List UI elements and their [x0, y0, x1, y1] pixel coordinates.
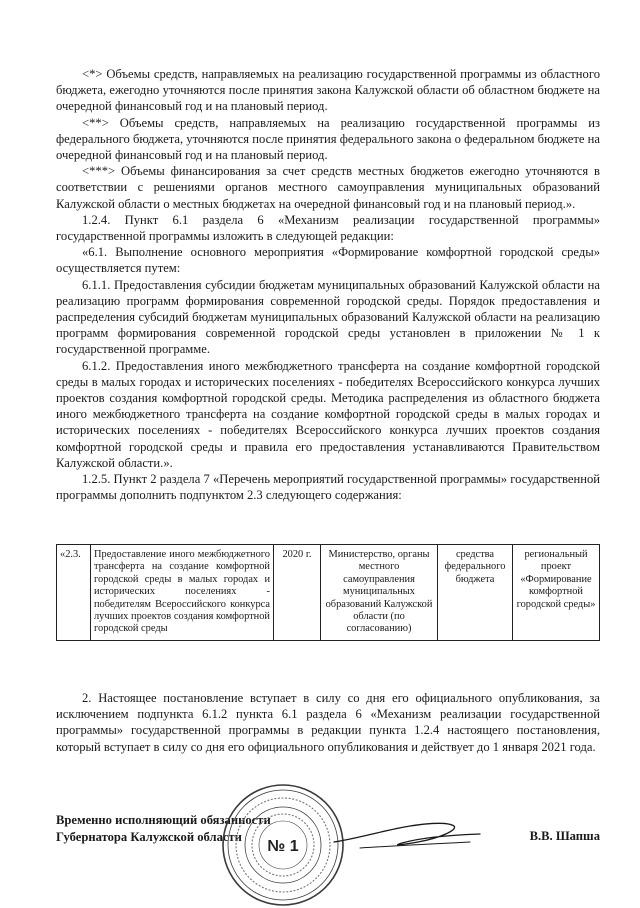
footnote-3: <***> Объемы финансирования за счет средств местных бюджетов ежегодно уточняются в соответствии с решениями органов местного самоуправления муниципальных образований Калужской области о местных бюджетах на очередной финансовый год и на плановый период.».	[56, 164, 600, 211]
measures-table	[56, 544, 600, 641]
cell-executor: Министерство, органы местного самоуправления муниципальных образований Калужской области (по согласованию)	[321, 545, 438, 641]
clause-6-1-2: 6.1.2. Предоставления иного межбюджетного трансферта на создание комфортной городской среды в малых городах и исторических поселениях - победителях Всероссийского конкурса лучших проектов создания комфортной городской среды. Методика распределения из областного бюджета иного межбюджетного трансферта на создание комфортной городской среды в малых городах и исторических поселениях - победителях Всероссийского конкурса лучших проектов создания комфортной городской среды и правила его предоставления устанавливаются Правительством Калужской области.».	[56, 358, 600, 470]
clause-6-1-1: 6.1.1. Предоставления субсидии бюджетам муниципальных образований Калужской области на реализацию программ формирования современной городской среды. Порядок предоставления и распределения субсидий бюджетам муниципальных образований Калужской области на реализацию программ формирования современной городской среды установлен в приложении № 1 к государственной программе.	[56, 277, 600, 357]
clause-2: 2. Настоящее постановление вступает в силу со дня его официального опубликования, за исключением подпункта 6.1.2 пункта 6.1 раздела 6 «Механизм реализации государственной программы» государственной программы в редакции пункта 1.2.4 настоящего постановления, который вступает в силу со дня его официального опубликования и действует до 1 января 2021 года.	[56, 691, 600, 754]
cell-project: региональный проект «Формирование комфортной городской среды»	[513, 545, 600, 641]
clause-1-2-5: 1.2.5. Пункт 2 раздела 7 «Перечень мероприятий государственной программы» государственной программы дополнить подпунктом 2.3 следующего содержания:	[56, 472, 600, 503]
cell-description: Предоставление иного межбюджетного трансферта на создание комфортной городской среды в малых городах и исторических поселениях - победителям Всероссийского конкурса лучших проектов создания комфортной городской среды	[91, 545, 274, 641]
cell-year: 2020 г.	[274, 545, 321, 641]
footnote-1: <*> Объемы средств, направляемых на реализацию государственной программы из областного бюджета, ежегодно уточняются после принятия закона Калужской области об областном бюджете на очередной финансовый год и на плановый период.	[56, 67, 600, 114]
footnote-2: <**> Объемы средств, направляемых на реализацию государственной программы из федерального бюджета, уточняются после принятия федерального закона о федеральном бюджете на очередной финансовый год и на плановый период.	[56, 115, 600, 163]
handwritten-signature-icon	[330, 808, 490, 858]
clause-6-1: «6.1. Выполнение основного мероприятия «Формирование комфортной городской среды» осуществляется путем:	[56, 245, 600, 276]
final-provision	[56, 690, 600, 755]
signatory-name: В.В. Шапша	[529, 829, 600, 843]
table	[56, 544, 600, 641]
table-row	[57, 545, 600, 641]
signatory-title-line-1: Временно исполняющий обязанности	[56, 813, 271, 827]
body-text	[56, 66, 600, 503]
seal-number: № 1	[267, 838, 299, 855]
official-seal-icon	[220, 782, 346, 908]
clause-1-2-4: 1.2.4. Пункт 6.1 раздела 6 «Механизм реализации государственной программы» государственной программы изложить в следующей редакции:	[56, 212, 600, 244]
cell-funding-source: средства федерального бюджета	[438, 545, 513, 641]
cell-number: «2.3.	[57, 545, 91, 641]
signatory-title-line-2: Губернатора Калужской области	[56, 830, 242, 844]
